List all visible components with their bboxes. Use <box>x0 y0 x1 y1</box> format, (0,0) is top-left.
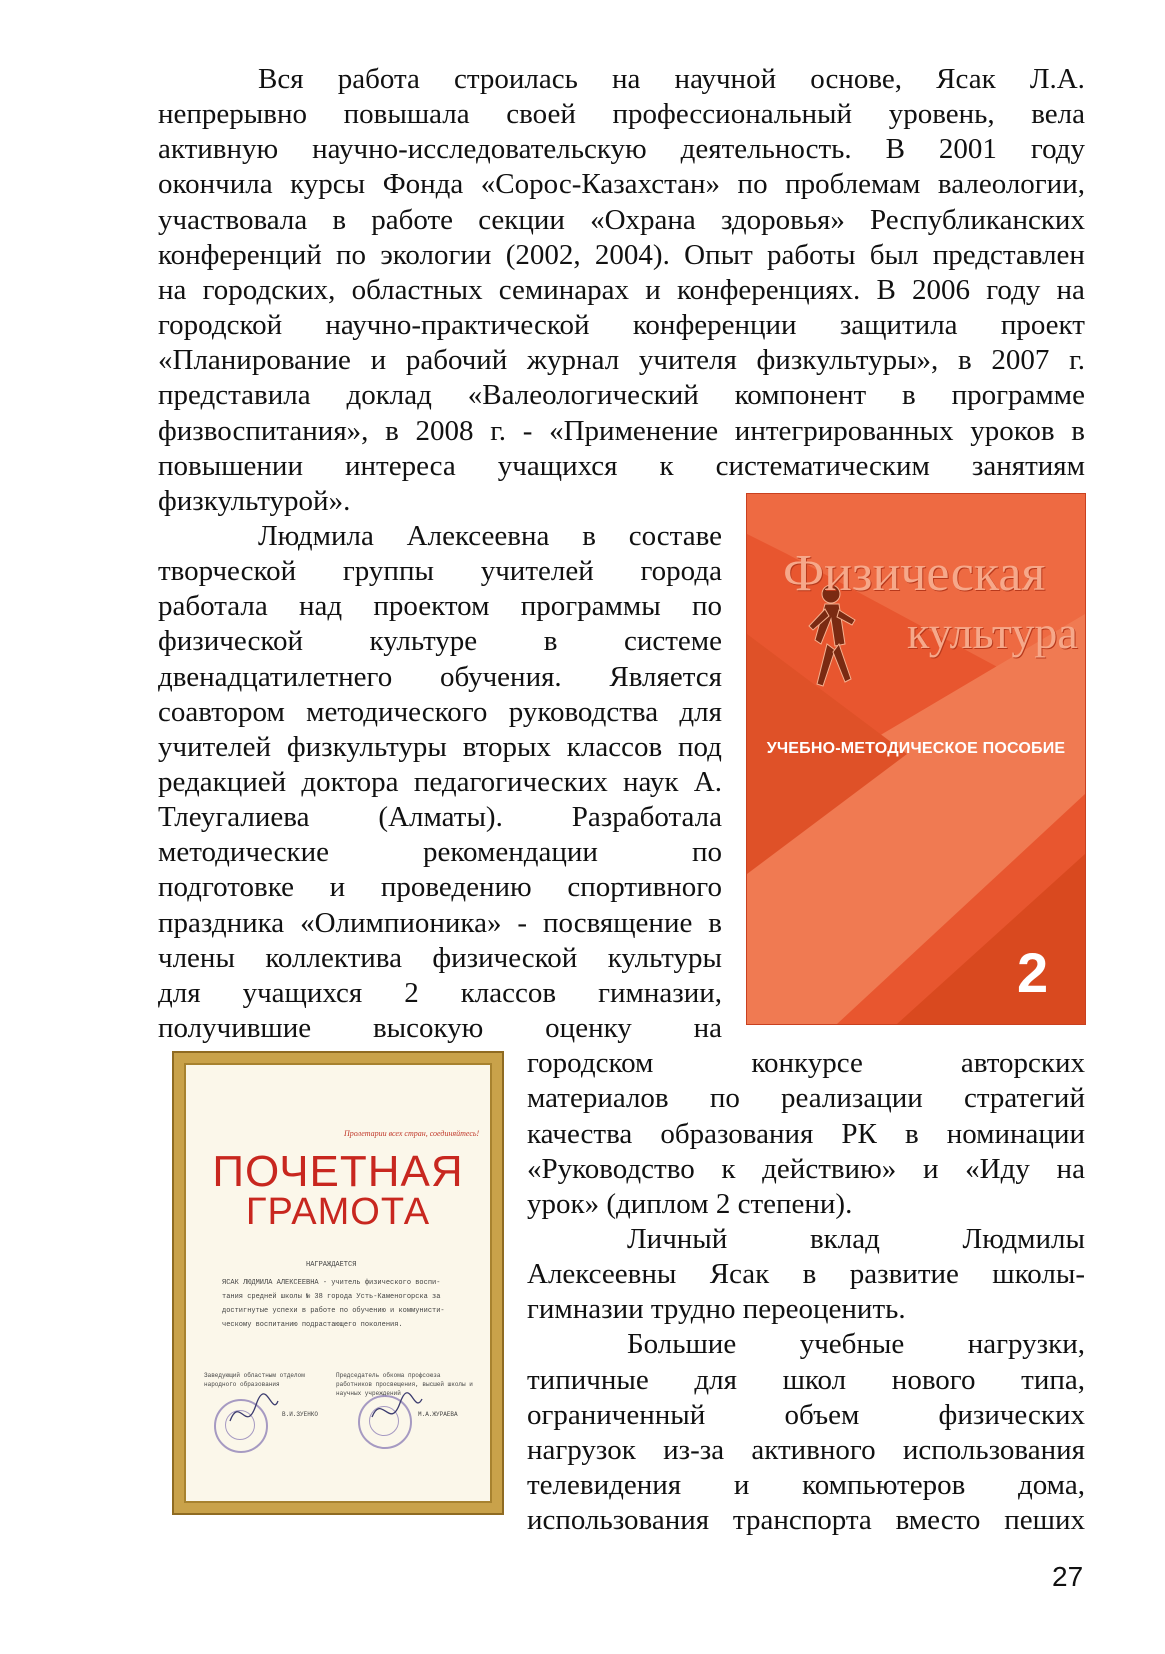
page-number: 27 <box>1052 1561 1084 1592</box>
certificate-signature-left-title: Заведующий областным отделом народного образования <box>204 1372 305 1388</box>
word: вела <box>1031 98 1085 130</box>
text-line <box>158 342 1085 378</box>
word: классов <box>460 977 557 1009</box>
word: курсы <box>290 168 366 200</box>
word: Людмила <box>258 520 374 552</box>
word: г. <box>1069 344 1085 376</box>
word: физических <box>938 1399 1085 1431</box>
word: физической <box>432 942 578 974</box>
word: защитила <box>839 309 958 341</box>
text-line <box>158 96 1085 132</box>
text-line <box>527 1256 1085 1292</box>
word: материалов <box>527 1082 669 1114</box>
text-line <box>158 623 722 659</box>
word: «Руководство <box>527 1153 695 1185</box>
word: Алексеевна <box>406 520 550 552</box>
word: развитие <box>849 1258 959 1290</box>
word: Ясак <box>709 1258 770 1290</box>
text-line <box>158 834 722 870</box>
text-line <box>158 869 722 905</box>
word: систематическим <box>715 450 930 482</box>
word: «Сорос-Казахстан» <box>480 168 721 200</box>
text-line <box>527 1362 1085 1398</box>
word: ограниченный <box>527 1399 706 1431</box>
word: получившие <box>158 1012 312 1044</box>
text-line <box>158 1010 722 1046</box>
honor-certificate-image <box>172 1051 504 1515</box>
word: праздника <box>158 907 285 939</box>
text-line <box>527 1186 1085 1222</box>
word: коллектива <box>265 942 402 974</box>
word: Людмилы <box>962 1223 1085 1255</box>
word: уроков <box>970 415 1055 447</box>
word: города <box>640 555 722 587</box>
text-line <box>158 413 1085 449</box>
word: трудно <box>650 1293 736 1325</box>
word: работала <box>158 590 268 622</box>
word: для <box>158 977 201 1009</box>
word: деятельность. <box>680 133 852 165</box>
word: валеологии, <box>937 168 1085 200</box>
word: двенадцатилетнего <box>158 661 393 693</box>
word: (2002, <box>505 239 581 271</box>
word: году <box>986 274 1041 306</box>
word: над <box>299 590 343 622</box>
word: на <box>693 1012 722 1044</box>
word: уровень, <box>888 98 995 130</box>
word: конкурсе <box>751 1047 863 1079</box>
word: по <box>336 239 367 271</box>
word: проектом <box>373 590 490 622</box>
text-line <box>258 518 722 554</box>
word: году <box>1030 133 1085 165</box>
word: в <box>802 1258 817 1290</box>
word: «Охрана <box>590 204 696 236</box>
word: журнал <box>527 344 620 376</box>
word: дома, <box>1017 1469 1085 1501</box>
word: Большие <box>627 1328 737 1360</box>
word: программе <box>951 379 1085 411</box>
word: транспорта <box>732 1504 872 1536</box>
word: типа, <box>1021 1364 1085 1396</box>
word: действию» <box>762 1153 897 1185</box>
word: был <box>869 239 919 271</box>
word: переоценить. <box>742 1293 906 1325</box>
word: учащихся <box>242 977 363 1009</box>
word: активного <box>751 1434 876 1466</box>
word: телевидения <box>527 1469 682 1501</box>
text-line <box>527 1467 1085 1503</box>
word: учителей <box>158 731 272 763</box>
word: спортивного <box>567 871 722 903</box>
certificate-signature-right-title: Председатель обкома профсоюза работников просвещения, высшей школы и научных учреждений <box>336 1372 473 1397</box>
word: по <box>691 836 722 868</box>
word: номинации <box>946 1118 1085 1150</box>
word: активную <box>158 133 279 165</box>
text-line <box>627 1326 1085 1362</box>
word: конференции <box>632 309 797 341</box>
word: доктора <box>301 766 399 798</box>
word: реализации <box>781 1082 923 1114</box>
word: 2008 <box>415 415 474 447</box>
text-line <box>158 905 722 941</box>
word: и <box>329 871 346 903</box>
word: основе, <box>810 63 902 95</box>
text-line <box>158 377 1085 413</box>
text-line <box>158 307 1085 343</box>
word: повышении <box>158 450 303 482</box>
word: проект <box>1000 309 1085 341</box>
word: обучения. <box>439 661 562 693</box>
word: типичные <box>527 1364 649 1396</box>
word: - <box>517 907 528 939</box>
word: в <box>332 204 347 236</box>
text-line <box>158 975 722 1011</box>
word: посвящение <box>542 907 693 939</box>
word: - <box>522 415 533 447</box>
word: члены <box>158 942 235 974</box>
word: 2 <box>715 1188 731 1220</box>
word: областных <box>351 274 483 306</box>
word: методического <box>306 696 488 728</box>
word: 2007 <box>991 344 1050 376</box>
word: строилась <box>454 63 578 95</box>
word: РК <box>841 1118 877 1150</box>
word: к <box>721 1153 736 1185</box>
word: своей <box>506 98 576 130</box>
word: качества <box>527 1118 633 1150</box>
word: городской <box>158 309 283 341</box>
word: окончила <box>158 168 273 200</box>
word: работа <box>337 63 420 95</box>
word: гимназии <box>527 1293 644 1325</box>
word: вместо <box>895 1504 981 1536</box>
word: объем <box>784 1399 860 1431</box>
word: под <box>678 731 722 763</box>
text-line <box>158 202 1085 238</box>
word: компьютеров <box>802 1469 966 1501</box>
word: представила <box>158 379 311 411</box>
word: Республиканских <box>870 204 1085 236</box>
word: культуре <box>369 625 478 657</box>
text-line <box>527 1045 1085 1081</box>
cover-title-line-2: культура <box>907 607 1078 658</box>
word: в <box>904 1118 919 1150</box>
certificate-body-line: тания средней школы № 38 города Усть-Каменогорска за <box>222 1293 441 1301</box>
certificate-header-slogan: Пролетарии всех стран, соединяйтесь! <box>344 1129 480 1138</box>
word: на <box>1056 1153 1085 1185</box>
word: высокую <box>372 1012 484 1044</box>
word: непрерывно <box>158 98 307 130</box>
word: научной <box>674 63 777 95</box>
word: Л.А. <box>1029 63 1085 95</box>
word: городских, <box>202 274 336 306</box>
word: системе <box>623 625 722 657</box>
word: работы <box>767 239 856 271</box>
word: Опыт <box>684 239 753 271</box>
word: конференций <box>158 239 322 271</box>
word: 2006 <box>912 274 971 306</box>
word: программы <box>520 590 661 622</box>
word: физкультурой». <box>158 485 351 517</box>
word: методические <box>158 836 329 868</box>
text-line <box>158 799 722 835</box>
certificate-signature-right-name: М.А.ЖУРАЕВА <box>418 1411 458 1418</box>
word: экологии <box>380 239 492 271</box>
text-line <box>627 1221 1085 1257</box>
word: (диплом <box>606 1188 709 1220</box>
word: урок» <box>527 1188 600 1220</box>
word: физвоспитания», <box>158 415 369 447</box>
word: оценку <box>545 1012 632 1044</box>
word: составе <box>628 520 722 552</box>
word: Алексеевны <box>527 1258 677 1290</box>
text-line <box>158 448 1085 484</box>
certificate-signature-left-name: В.И.ЗУЕНКО <box>282 1411 319 1418</box>
word: степени). <box>737 1188 853 1220</box>
word: нагрузки, <box>967 1328 1085 1360</box>
word: подготовке <box>158 871 294 903</box>
word: физкультуры», <box>756 344 939 376</box>
word: для <box>694 1364 737 1396</box>
word: для <box>679 696 722 728</box>
word: В <box>885 133 905 165</box>
word: руководства <box>508 696 659 728</box>
word: в <box>1071 415 1085 447</box>
word: конференциях. <box>676 274 861 306</box>
certificate-body-line: ческому воспитанию подрастающего поколения. <box>222 1321 403 1329</box>
text-line <box>158 588 722 624</box>
word: нового <box>891 1364 976 1396</box>
word: культуры <box>607 942 722 974</box>
text-line <box>527 1502 1085 1538</box>
cover-volume-number: 2 <box>1017 941 1049 1004</box>
certificate-awarded-label: НАГРАЖДАЕТСЯ <box>306 1261 357 1269</box>
word: наук <box>623 766 679 798</box>
word: представлен <box>932 239 1085 271</box>
word: по <box>737 168 768 200</box>
word: Ясак <box>936 63 996 95</box>
word: в <box>708 907 722 939</box>
word: и <box>733 1469 750 1501</box>
text-line <box>258 61 1085 97</box>
word: образования <box>660 1118 814 1150</box>
text-line <box>158 166 1085 202</box>
word: в <box>958 344 972 376</box>
word: научно-практической <box>325 309 590 341</box>
word: городском <box>527 1047 654 1079</box>
certificate-body-line: достигнутые успехи в работе по обучению и коммунисти- <box>222 1307 445 1315</box>
word: (Алматы). <box>378 801 503 833</box>
certificate-title-line-1: ПОЧЕТНАЯ <box>212 1147 464 1196</box>
word: физкультуры <box>286 731 447 763</box>
text-line <box>527 1151 1085 1187</box>
text-line <box>158 764 722 800</box>
word: учителя <box>638 344 737 376</box>
word: участвовала <box>158 204 308 236</box>
word: интегрированных <box>734 415 954 447</box>
word: Вся <box>258 63 304 95</box>
word: к <box>659 450 674 482</box>
word: творческой <box>158 555 297 587</box>
word: авторских <box>960 1047 1085 1079</box>
text-line <box>158 659 722 695</box>
text-line <box>158 553 722 589</box>
word: проведению <box>380 871 532 903</box>
text-line <box>527 1080 1085 1116</box>
word: на <box>612 63 641 95</box>
word: занятиям <box>971 450 1085 482</box>
word: группы <box>342 555 434 587</box>
cover-title-line-1: Физическая <box>783 545 1046 602</box>
text-line <box>158 272 1085 308</box>
word: интереса <box>344 450 456 482</box>
word: профессиональный <box>612 98 853 130</box>
word: 2 <box>404 977 419 1009</box>
text-line <box>527 1291 1085 1327</box>
word: Личный <box>627 1223 728 1255</box>
word: стратегий <box>963 1082 1085 1114</box>
word: А. <box>693 766 722 798</box>
word: и <box>922 1153 939 1185</box>
word: пеших <box>1004 1504 1085 1536</box>
word: здоровья» <box>720 204 845 236</box>
word: В <box>876 274 896 306</box>
word: 2001 <box>938 133 997 165</box>
word: «Иду <box>965 1153 1030 1185</box>
word: учителей <box>480 555 594 587</box>
word: Фонда <box>382 168 464 200</box>
word: и <box>645 274 661 306</box>
word: «Применение <box>549 415 719 447</box>
word: учебные <box>799 1328 905 1360</box>
word: Является <box>609 661 722 693</box>
word: «Олимпионика» <box>300 907 502 939</box>
text-line <box>158 131 1085 167</box>
word: соавтором <box>158 696 285 728</box>
word: в <box>385 415 399 447</box>
word: рекомендации <box>423 836 598 868</box>
word: работе <box>371 204 454 236</box>
word: физической <box>158 625 303 657</box>
word: педагогических <box>413 766 608 798</box>
word: рабочий <box>405 344 508 376</box>
word: Разработала <box>571 801 722 833</box>
text-line <box>158 940 722 976</box>
word: Тлеугалиева <box>158 801 310 833</box>
word: по <box>709 1082 740 1114</box>
word: в <box>902 379 916 411</box>
word: редакцией <box>158 766 287 798</box>
certificate-title-line-2: ГРАМОТА <box>245 1191 431 1233</box>
word: г. <box>490 415 507 447</box>
certificate-paper <box>184 1063 492 1503</box>
word: на <box>1056 274 1085 306</box>
certificate-body-line: ЯСАК ЛЮДМИЛА АЛЕКСЕЕВНА - учитель физического воспи- <box>222 1279 441 1287</box>
word: секции <box>478 204 565 236</box>
book-cover-image <box>747 494 1085 1024</box>
text-line <box>527 1432 1085 1468</box>
certificate-signatures-icon <box>186 1065 486 1495</box>
cover-subtitle: УЧЕБНО-МЕТОДИЧЕСКОЕ ПОСОБИЕ <box>766 740 1066 757</box>
word: «Планирование <box>158 344 351 376</box>
word: использования <box>527 1504 710 1536</box>
word: использования <box>902 1434 1085 1466</box>
word: и <box>370 344 387 376</box>
word: школы- <box>992 1258 1085 1290</box>
word: 2004). <box>594 239 670 271</box>
word: проблемам <box>785 168 921 200</box>
word: вклад <box>809 1223 880 1255</box>
word: компонент <box>734 379 867 411</box>
text-line <box>527 1116 1085 1152</box>
word: семинарах <box>498 274 630 306</box>
word: школ <box>782 1364 847 1396</box>
word: из-за <box>663 1434 725 1466</box>
word: учащихся <box>497 450 618 482</box>
word: по <box>691 590 722 622</box>
word: повышала <box>343 98 470 130</box>
text-line <box>158 237 1085 273</box>
word: нагрузок <box>527 1434 636 1466</box>
word: научно-исследовательскую <box>312 133 647 165</box>
text-line <box>158 729 722 765</box>
word: гимназии, <box>598 977 722 1009</box>
word: «Валеологический <box>467 379 699 411</box>
word: вторых <box>462 731 551 763</box>
word: на <box>158 274 187 306</box>
text-line <box>158 694 722 730</box>
word: доклад <box>346 379 432 411</box>
word: в <box>582 520 596 552</box>
word: в <box>543 625 558 657</box>
word: классов <box>566 731 663 763</box>
